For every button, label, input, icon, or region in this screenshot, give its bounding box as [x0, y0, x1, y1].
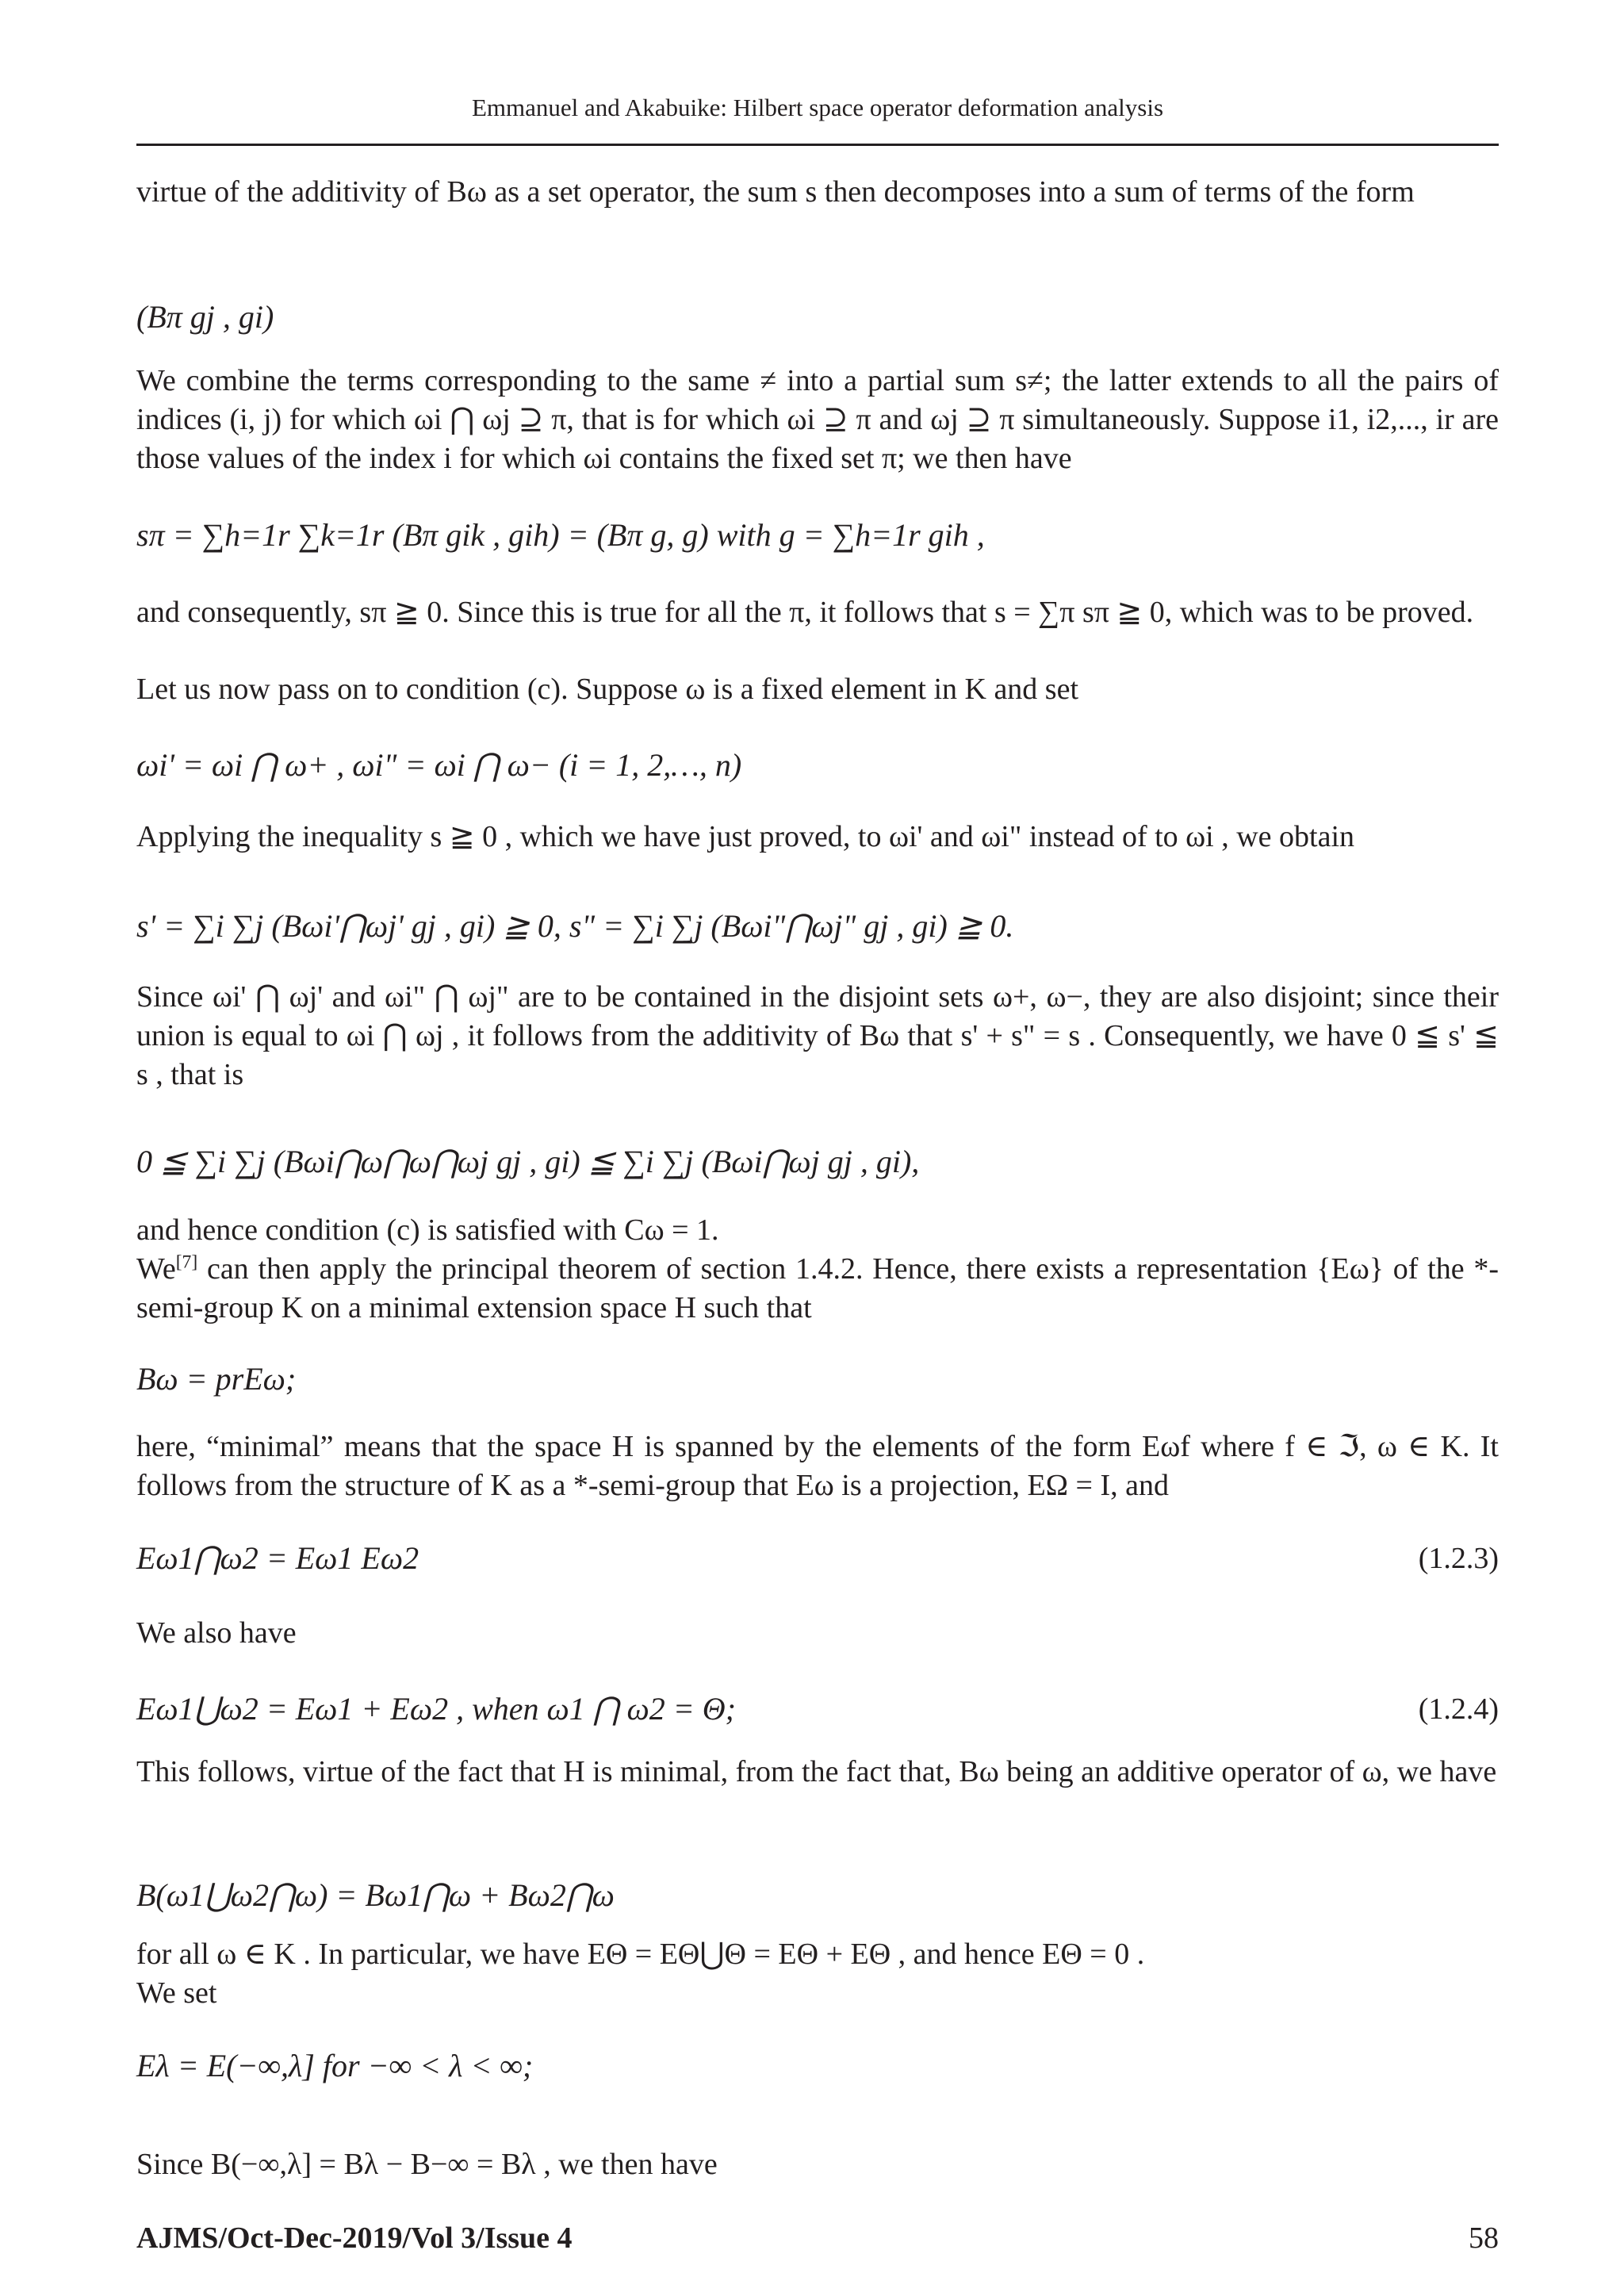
- paragraph: here, “minimal” means that the space H is spanned by the elements of the form Eωf where f ∈ ℑ, ω ∈ K. It follows from the structure of K as a *-semi-group that Eω is a projection, EΩ = I, and: [136, 1430, 1499, 1502]
- running-header: Emmanuel and Akabuike: Hilbert space operator deformation analysis: [471, 94, 1164, 121]
- journal-footer: AJMS/Oct-Dec-2019/Vol 3/Issue 4: [136, 2221, 573, 2255]
- equation-number: (1.2.4): [1418, 1692, 1499, 1726]
- paragraph: We set: [136, 1976, 217, 2010]
- paragraph: Since B(−∞,λ] = Bλ − B−∞ = Bλ , we then have: [136, 2148, 718, 2181]
- equation-term: (Bπ gj , gi): [136, 299, 274, 335]
- paragraph-text: can then apply the principal theorem of section 1.4.2. Hence, there exists a representation {Eω} of the *-semi-group K on a minimal extension space H such that: [136, 1252, 1500, 1324]
- equation-s-prime: s' = ∑i ∑j (Bωi'⋂ωj' gj , gi) ≧ 0, s" = ∑i ∑j (Bωi"⋂ωj" gj , gi) ≧ 0.: [136, 908, 1014, 944]
- equation-e-lambda: Eλ = E(−∞,λ] for −∞ < λ < ∞;: [136, 2048, 534, 2083]
- equation-b-union: B(ω1⋃ω2⋂ω) = Bω1⋂ω + Bω2⋂ω: [136, 1877, 615, 1913]
- paragraph: and consequently, sπ ≧ 0. Since this is true for all the π, it follows that s = ∑π sπ ≧ 0, which was to be proved.: [136, 596, 1474, 629]
- equation-omega-split: ωi' = ωi ⋂ ω+ , ωi" = ωi ⋂ ω− (i = 1, 2,…, n): [136, 747, 742, 783]
- header-divider: [136, 144, 1499, 146]
- equation-number: (1.2.3): [1418, 1542, 1499, 1575]
- paragraph: Applying the inequality s ≧ 0 , which we have just proved, to ωi' and ωi" instead of to ωi , we obtain: [136, 820, 1355, 853]
- citation-ref[interactable]: [7]: [175, 1251, 198, 1273]
- equation-1-2-3: [136, 1539, 1499, 1578]
- paragraph-principal-theorem: [136, 1250, 1499, 1328]
- paragraph: Since ωi' ⋂ ωj' and ωi" ⋂ ωj" are to be contained in the disjoint sets ω+, ω−, they are also disjoint; since their union is equal to ωi ⋂ ωj , it follows from the additivity of Bω that s' + s" = s . Consequently, we have 0 ≦ s' ≦ s , that is: [136, 980, 1499, 1091]
- paragraph: Let us now pass on to condition (c). Suppose ω is a fixed element in K and set: [136, 673, 1079, 706]
- equation-projection: Bω = prEω;: [136, 1361, 297, 1397]
- equation-body: Eω1⋂ω2 = Eω1 Eω2: [136, 1540, 419, 1576]
- paragraph-lead: We: [136, 1252, 176, 1286]
- equation-partial-sum: sπ = ∑h=1r ∑k=1r (Bπ gik , gih) = (Bπ g, g) with g = ∑h=1r gih ,: [136, 517, 985, 553]
- paragraph: This follows, virtue of the fact that H is minimal, from the fact that, Bω being an additive operator of ω, we have: [136, 1755, 1497, 1788]
- paragraph: virtue of the additivity of Bω as a set operator, the sum s then decomposes into a sum of terms of the form: [136, 175, 1415, 209]
- equation-inequality: 0 ≦ ∑i ∑j (Bωi⋂ω⋂ω⋂ωj gj , gi) ≦ ∑i ∑j (Bωi⋂ωj gj , gi),: [136, 1144, 920, 1179]
- paragraph: We combine the terms corresponding to the same ≠ into a partial sum s≠; the latter extends to all the pairs of indices (i, j) for which ωi ⋂ ωj ⊇ π, that is for which ωi ⊇ π and ωj ⊇ π simultaneously. Suppose i1, i2,..., ir are those values of the index i for which ωi contains the fixed set π; we then have: [136, 364, 1499, 475]
- paragraph: We also have: [136, 1616, 297, 1650]
- paragraph: and hence condition (c) is satisfied with Cω = 1.: [136, 1213, 719, 1247]
- equation-1-2-4: [136, 1689, 1499, 1729]
- page-number: 58: [1469, 2221, 1499, 2255]
- equation-body: Eω1⋃ω2 = Eω1 + Eω2 , when ω1 ⋂ ω2 = Θ;: [136, 1691, 736, 1727]
- paragraph: for all ω ∈ K . In particular, we have EΘ = EΘ⋃Θ = EΘ + EΘ , and hence EΘ = 0 .: [136, 1938, 1145, 1971]
